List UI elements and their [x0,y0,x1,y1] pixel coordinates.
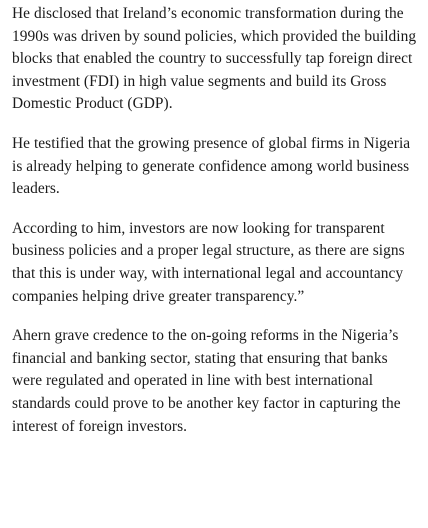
paragraph-investor-expectations: According to him, investors are now looking for transparent business policies and a proper legal structure, as there are signs that this is under way, with international legal and accountancy companies helping drive greater transparency.” [12,219,405,305]
paragraph-ireland-transformation: He disclosed that Ireland’s economic transformation during the 1990s was driven by sound policies, which provided the building blocks that enabled the country to successfully tap foreign direct investment (FDI) in high value segments and build its Gross Domestic Product (GDP). [12,5,417,113]
paragraph-banking-reforms: Ahern grave credence to the on-going reforms in the Nigeria’s financial and banking sector, stating that ensuring that banks were regulated and operated in line with best international standards could prove to be another key factor in capturing the interest of foreign investors. [12,327,401,435]
paragraph-global-firms-nigeria: He testified that the growing presence of global firms in Nigeria is already helping to generate confidence among world business leaders. [12,134,411,198]
